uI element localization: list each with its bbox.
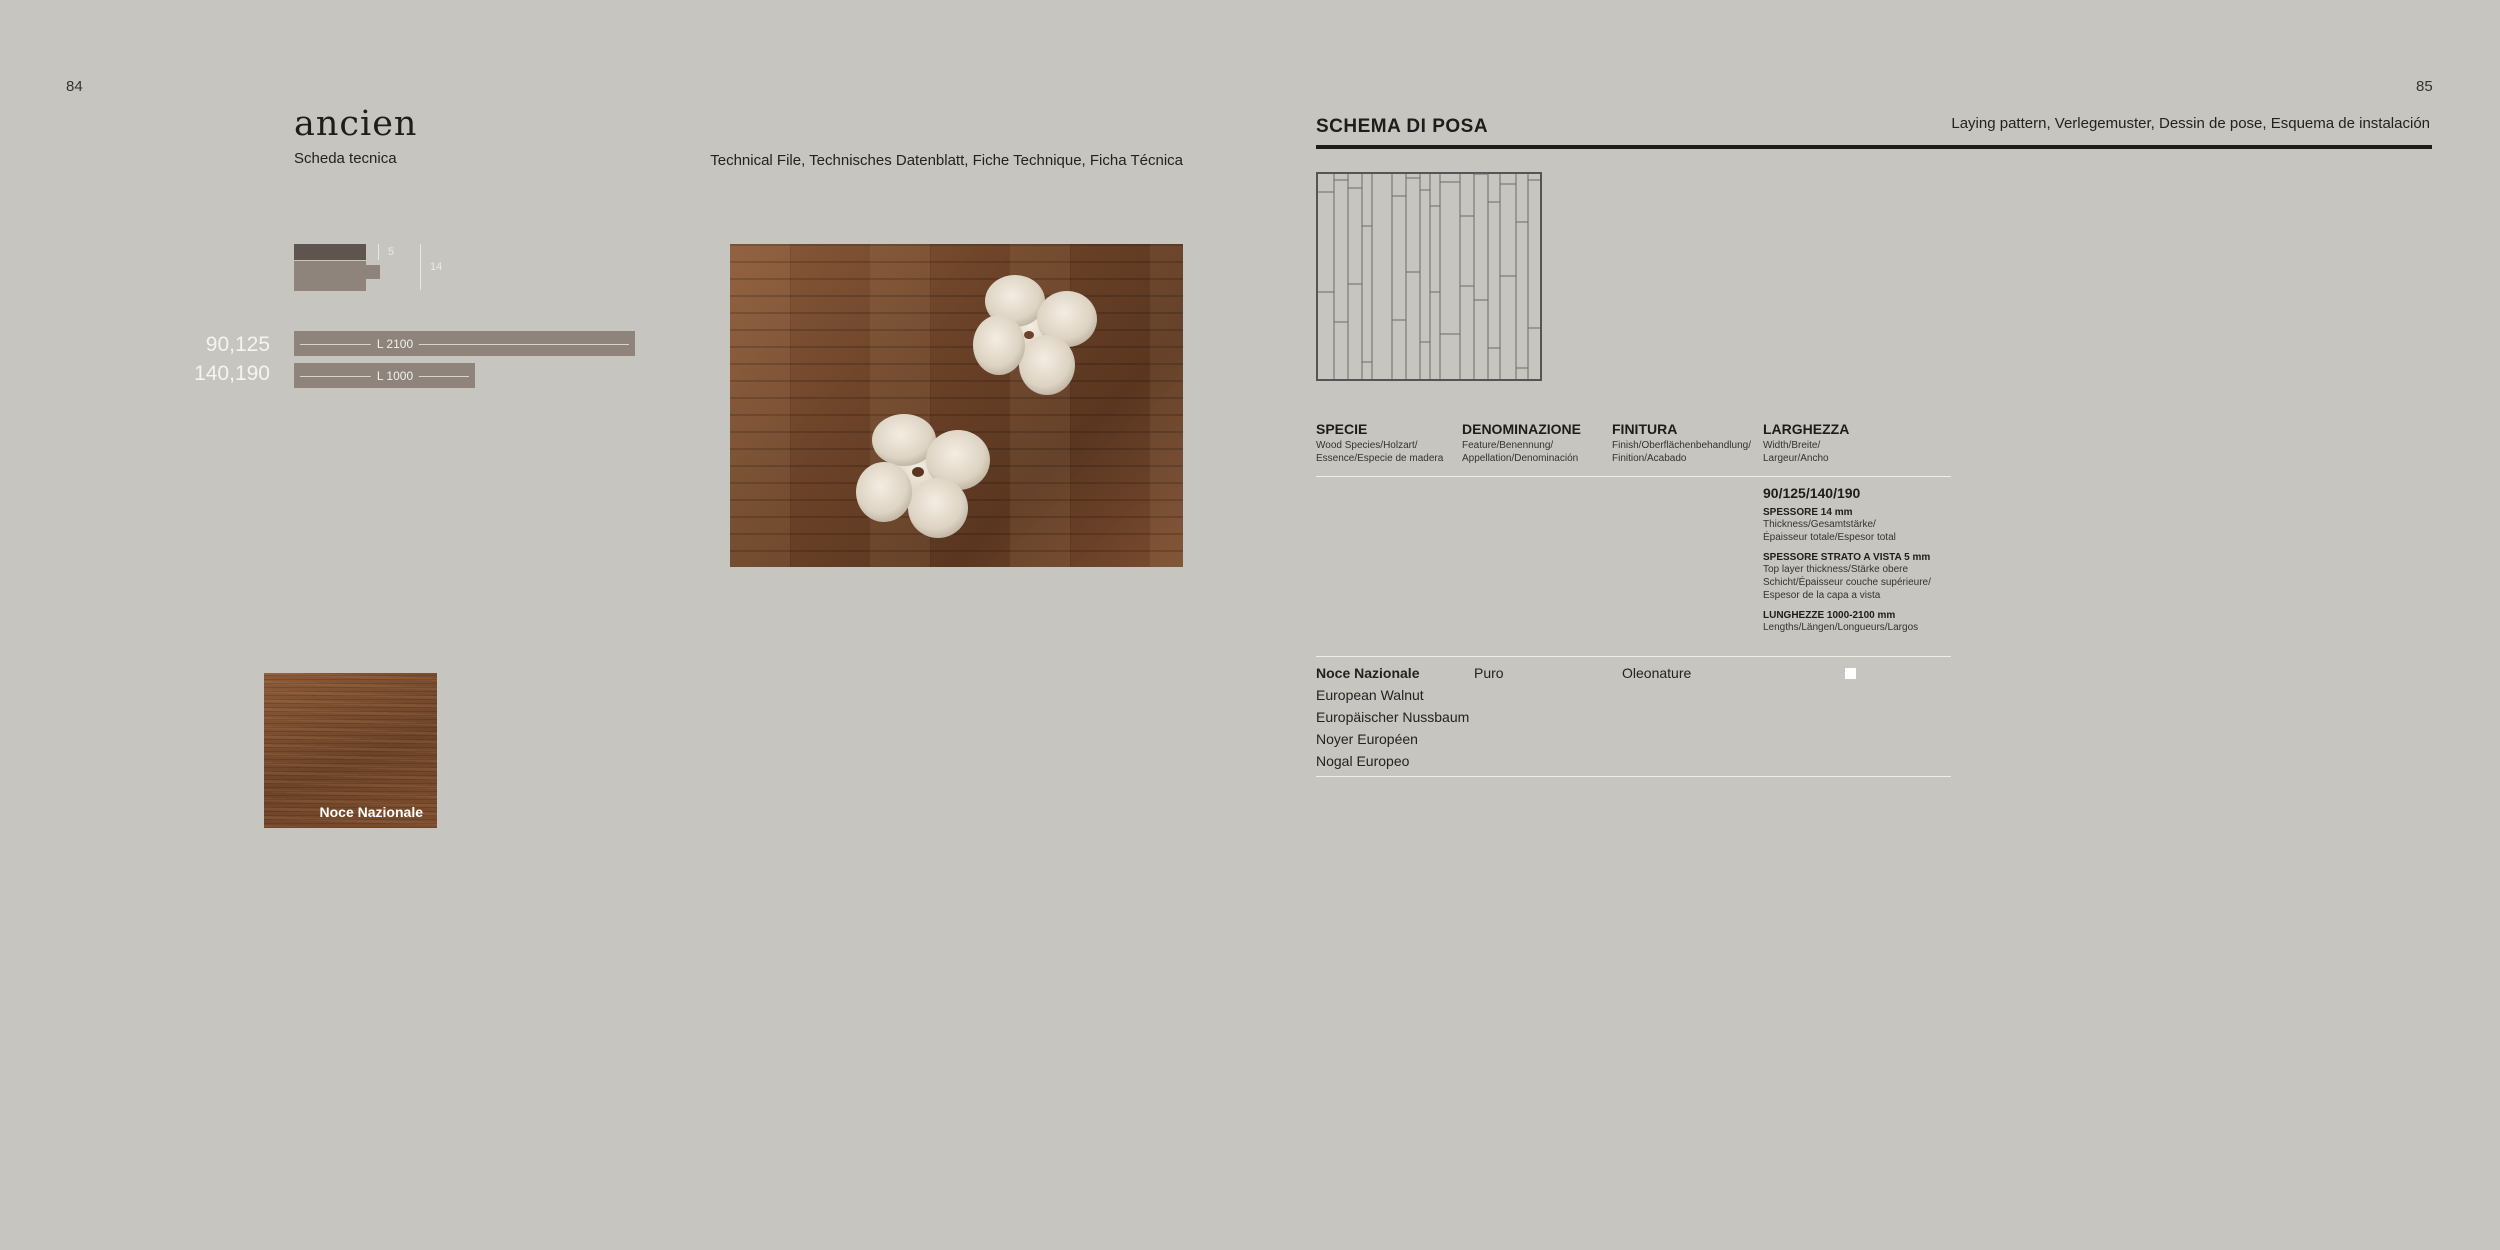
specs-top-title: SPESSORE STRATO A VISTA 5 mm bbox=[1763, 552, 1931, 563]
col-width-sub bbox=[1763, 439, 1943, 465]
col-width bbox=[1763, 421, 1943, 465]
row-width-checkbox bbox=[1845, 668, 1856, 679]
table-rule-bottom bbox=[1316, 776, 1951, 777]
dim-top-layer: 5 bbox=[388, 246, 395, 258]
plank-widths-short: 140,190 bbox=[194, 362, 270, 385]
schema-title: SCHEMA DI POSA bbox=[1316, 116, 1489, 137]
specs-thickness-sub-2: Épaisseur totale/Espesor total bbox=[1763, 532, 1896, 543]
specs-top-sub-3: Espesor de la capa a vista bbox=[1763, 590, 1881, 601]
brand-logo: ancien bbox=[294, 104, 418, 144]
col-finish-sub-2: Finition/Acabado bbox=[1612, 453, 1687, 464]
profile-tongue bbox=[366, 265, 380, 279]
page-number-left: 84 bbox=[66, 78, 83, 95]
dim-thickness: 14 bbox=[430, 261, 443, 273]
table-rule-top bbox=[1316, 476, 1951, 477]
specs-length-title: LUNGHEZZE 1000-2100 mm bbox=[1763, 610, 1896, 621]
plank-short bbox=[294, 363, 475, 388]
laying-pattern bbox=[1316, 172, 1542, 386]
col-finish-sub-1: Finish/Oberflächenbehandlung/ bbox=[1612, 440, 1751, 451]
row-species bbox=[1316, 662, 1469, 772]
row-species-de: Europäischer Nussbaum bbox=[1316, 709, 1470, 725]
col-species-sub bbox=[1316, 439, 1456, 465]
swatch-label: Noce Nazionale bbox=[319, 804, 423, 820]
row-finish: Oleonature bbox=[1622, 665, 1692, 681]
col-species-title: SPECIE bbox=[1316, 421, 1368, 437]
dim-line-top bbox=[378, 244, 379, 260]
table-rule-middle bbox=[1316, 656, 1951, 657]
chair-top bbox=[973, 275, 1097, 395]
specs-length-sub-1: Lengths/Längen/Longueurs/Largos bbox=[1763, 622, 1919, 633]
row-feature: Puro bbox=[1474, 665, 1504, 681]
row-species-es: Nogal Europeo bbox=[1316, 753, 1410, 769]
col-feature-title: DENOMINAZIONE bbox=[1462, 421, 1581, 437]
col-feature-sub-2: Appellation/Denominación bbox=[1462, 453, 1579, 464]
col-feature-sub-1: Feature/Benennung/ bbox=[1462, 440, 1554, 451]
technical-file-label: Technical File, Technisches Datenblatt, Fiche Technique, Ficha Técnica bbox=[710, 152, 1183, 169]
dim-line-thickness bbox=[420, 244, 421, 290]
col-feature bbox=[1462, 421, 1602, 465]
col-width-title: LARGHEZZA bbox=[1763, 421, 1850, 437]
col-feature-sub bbox=[1462, 439, 1602, 465]
row-species-name: Noce Nazionale bbox=[1316, 665, 1420, 681]
specs-thickness-title: SPESSORE 14 mm bbox=[1763, 507, 1853, 518]
schema-subtitle: Laying pattern, Verlegemuster, Dessin de pose, Esquema de instalación bbox=[1951, 115, 2430, 132]
page-subtitle: Scheda tecnica bbox=[294, 150, 397, 167]
row-species-fr: Noyer Européen bbox=[1316, 731, 1418, 747]
row-species-en: European Walnut bbox=[1316, 687, 1424, 703]
laying-pattern-drawing bbox=[1316, 172, 1542, 381]
plank-short-length: L 1000 bbox=[371, 369, 419, 383]
col-species-sub-2: Essence/Especie de madera bbox=[1316, 453, 1444, 464]
page-number-right: 85 bbox=[2416, 78, 2433, 95]
col-width-sub-1: Width/Breite/ bbox=[1763, 440, 1821, 451]
product-photo bbox=[730, 244, 1183, 567]
photo-chairs-illustration bbox=[730, 244, 1183, 567]
col-finish-title: FINITURA bbox=[1612, 421, 1678, 437]
plank-long-dim-line bbox=[300, 344, 629, 345]
specs-top-sub-2: Schicht/Épaisseur couche supérieure/ bbox=[1763, 577, 1931, 588]
specs-thickness-sub-1: Thickness/Gesamtstärke/ bbox=[1763, 519, 1876, 530]
plank-long-length: L 2100 bbox=[371, 337, 419, 351]
plank-widths-long: 90,125 bbox=[205, 333, 270, 356]
schema-rule bbox=[1316, 145, 2432, 149]
specs-widths: 90/125/140/190 bbox=[1763, 485, 1861, 501]
profile-base-layer bbox=[294, 261, 366, 291]
profile-top-layer bbox=[294, 244, 366, 260]
col-species bbox=[1316, 421, 1456, 465]
col-finish bbox=[1612, 421, 1762, 465]
plank-long bbox=[294, 331, 635, 356]
col-finish-sub bbox=[1612, 439, 1762, 465]
chair-bottom bbox=[856, 414, 990, 538]
specs-block bbox=[1763, 485, 1951, 634]
col-width-sub-2: Largeur/Ancho bbox=[1763, 453, 1829, 464]
wood-swatch bbox=[264, 673, 437, 828]
col-species-sub-1: Wood Species/Holzart/ bbox=[1316, 440, 1418, 451]
specs-top-sub-1: Top layer thickness/Stärke obere bbox=[1763, 564, 1909, 575]
